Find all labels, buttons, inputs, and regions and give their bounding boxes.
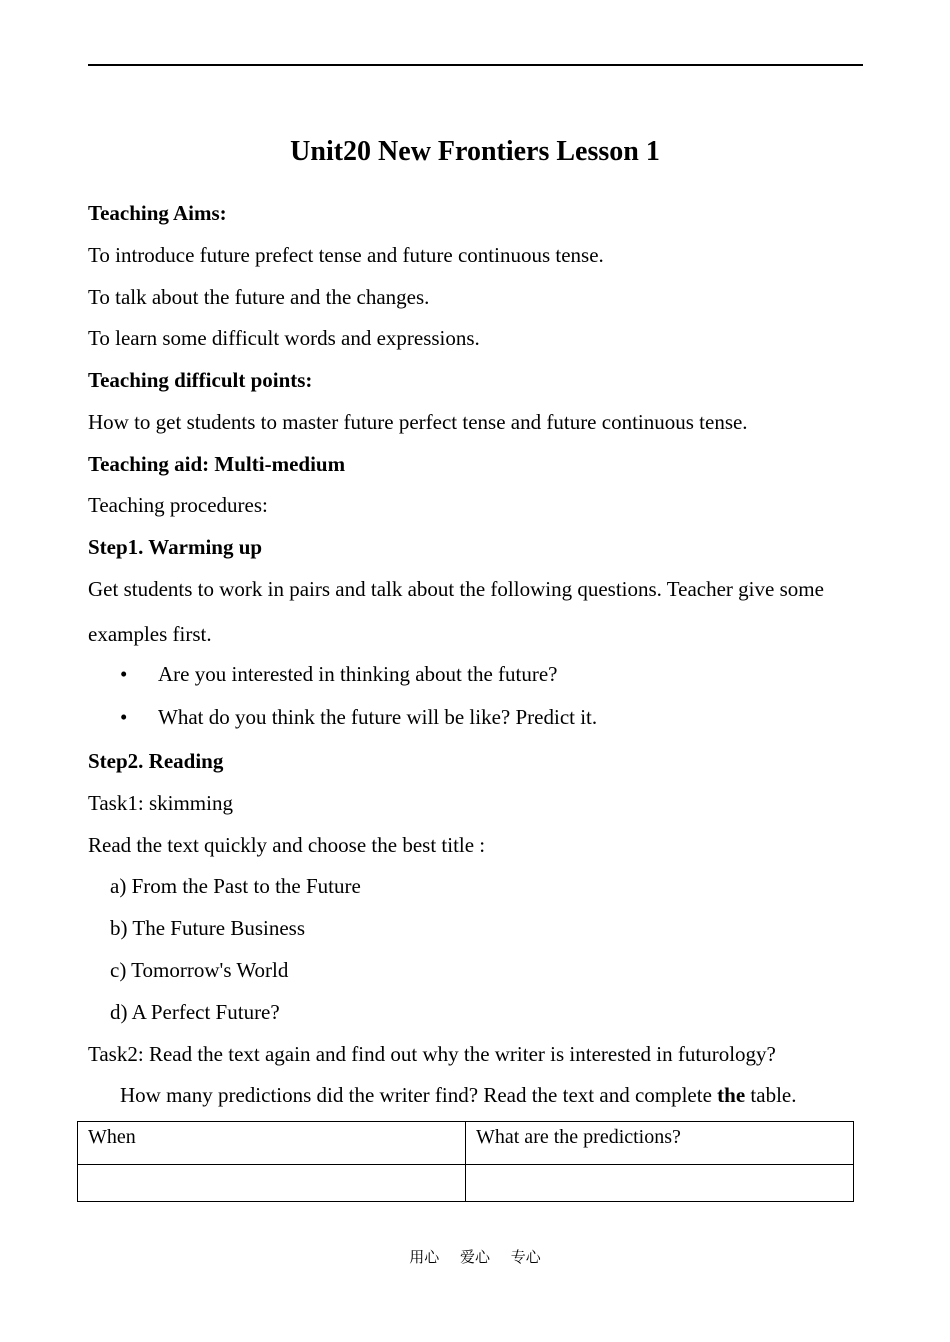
list-item: Are you interested in thinking about the future? (158, 662, 558, 686)
footer-text: 爱心 (459, 1248, 490, 1266)
list-item: What do you think the future will be like? Predict it. (158, 705, 598, 729)
title-option: d) A Perfect Future? (110, 1000, 280, 1024)
teaching-aid: Teaching aid: Multi-medium (88, 452, 346, 476)
step1-text: Get students to work in pairs and talk about the following questions. Teacher give some (88, 577, 824, 601)
table-header-predictions: What are the predictions? (466, 1122, 854, 1165)
aim-item: To talk about the future and the changes. (88, 285, 430, 309)
page-footer (0, 1246, 950, 1267)
aim-item: To learn some difficult words and expressions. (88, 326, 480, 350)
bullet-icon: • (120, 705, 128, 729)
table-row (78, 1165, 854, 1202)
table-header-row (78, 1122, 854, 1165)
difficult-heading: Teaching difficult points: (88, 368, 313, 392)
aim-item: To introduce future prefect tense and future continuous tense. (88, 243, 604, 267)
question-text: How many predictions did the writer find? Read the text and complete (120, 1083, 718, 1107)
header-rule (88, 64, 863, 66)
step1-text: examples first. (88, 622, 212, 646)
page-title: Unit20 New Frontiers Lesson 1 (290, 136, 660, 167)
title-option: a) From the Past to the Future (110, 874, 361, 898)
procedures-label: Teaching procedures: (88, 493, 268, 517)
title-option: c) Tomorrow's World (110, 958, 289, 982)
predictions-table (77, 1121, 854, 1202)
bullet-icon: • (120, 662, 128, 686)
task2-question (120, 1081, 796, 1109)
aims-heading: Teaching Aims: (88, 201, 227, 225)
step1-heading: Step1. Warming up (88, 535, 263, 559)
task1-label: Task1: skimming (88, 791, 233, 815)
task2-label: Task2: Read the text again and find out why the writer is interested in futurology? (88, 1042, 776, 1066)
task1-instruction: Read the text quickly and choose the best title : (88, 833, 486, 857)
footer-text: 用心 (409, 1248, 440, 1266)
question-bold: the (717, 1083, 746, 1107)
table-header-when: When (78, 1122, 466, 1165)
footer-text: 专心 (510, 1248, 541, 1266)
table-cell[interactable] (78, 1165, 466, 1202)
table-cell[interactable] (466, 1165, 854, 1202)
title-option: b) The Future Business (110, 916, 306, 940)
step2-heading: Step2. Reading (88, 749, 224, 773)
question-end: table. (745, 1083, 797, 1107)
difficult-text: How to get students to master future perfect tense and future continuous tense. (88, 410, 748, 434)
